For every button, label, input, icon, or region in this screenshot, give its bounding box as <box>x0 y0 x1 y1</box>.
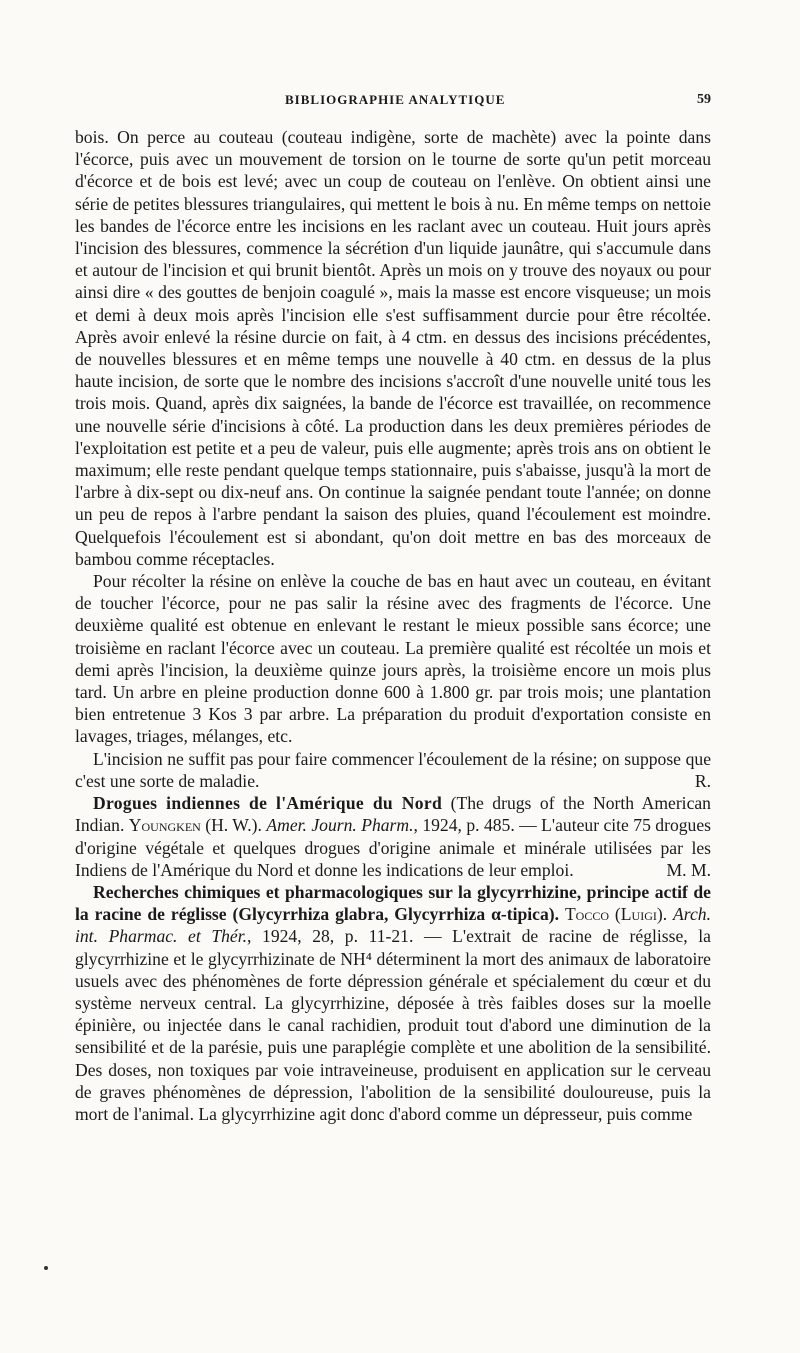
page-header <box>75 92 711 116</box>
page-number: 59 <box>697 92 711 107</box>
article3-title: Recherches chimiques et pharmacologiques sur la glycyrrhizine, principe actif de la racine de réglisse (Glycyrrhiza glabra, Glycyrrhiza α-tipica). <box>75 881 711 925</box>
article3-journal: Arch. int. Pharmac. et Thér. <box>75 904 711 947</box>
article1-paragraph-1: bois. On perce au couteau (couteau indigène, sorte de machète) avec la pointe dans l'écorce, puis avec un mouvement de torsion on le tourne de sorte qu'un petit morceau d'écorce et de bois est levé; avec un coup de couteau on l'enlève. On obtient ainsi une série de petites blessures triangulaires, qui mettent le bois à nu. En même temps on nettoie les bandes de l'écorce entre les incisions en les raclant avec un couteau. Huit jours après l'incision des blessures, commence la sécrétion d'un liquide jaunâtre, qui s'accumule dans et autour de l'incision et qui brunit bientôt. Après un mois on y trouve des noyaux ou pour ainsi dire « des gouttes de benjoin coagulé », mais la masse est encore visqueuse; un mois et demi à deux mois après l'incision elle s'est suffisamment durcie pour être récoltée. Après avoir enlevé la résine durcie on fait, à 4 ctm. en dessus des incisions précédentes, de nouvelles blessures et en même temps une nouvelle à 40 ctm. en dessus de la plus haute incision, de sorte que le nombre des incisions s'accroît d'une nouvelle unité tous les trois mois. Quand, après dix saignées, la bande de l'écorce est travaillée, on recommence une nouvelle série d'incisions à côté. La production dans les deux premières périodes de l'exploitation est petite et a peu de valeur, puis elle augmente; après trois ans on obtient le maximum; elle reste pendant quelque temps stationnaire, puis s'abaisse, jusqu'à la mort de l'arbre à dix-sept ou dix-neuf ans. On continue la saignée pendant toute l'année; on donne un peu de repos à l'arbre pendant la saison des pluies, quand l'écoulement est moindre. Quelquefois l'écoulement est si abondant, qu'on doit mettre en bas des morceaux de bambou comme réceptacles. <box>75 127 711 569</box>
article2-subtitle: (The drugs of the North American Indian. <box>75 793 711 836</box>
article2-journal: Amer. Journ. Pharm. <box>266 815 414 836</box>
article1-paragraph-2: Pour récolter la résine on enlève la couche de bas en haut avec un couteau, en évitant de toucher l'écorce, pour ne pas salir la résine avec des fragments de l'écorce. Une deuxième qualité est obtenue en enlevant le restant le mieux possible sans écorce; une troisième en raclant l'écorce avec un couteau. La première qualité est récoltée un mois et demi après l'incision, la deuxième quinze jours après, la troisième encore un mois plus tard. Un arbre en pleine production donne 600 à 1.800 gr. par trois mois; une plantation bien entretenue 3 Kos 3 par arbre. La préparation du produit d'exportation consiste en lavages, triages, mélanges, etc. <box>75 571 711 747</box>
article1-signature: R. <box>694 770 711 791</box>
article3-reference: , 1924, 28, p. 11-21. <box>247 926 414 947</box>
article2-entry <box>75 792 711 881</box>
article2-signature: M. M. <box>666 859 711 880</box>
page-body <box>75 126 711 1125</box>
article3-author: Tocco (Luigi). <box>564 904 668 925</box>
article3-text: — L'extrait de racine de réglisse, la glycyrrhizine et le glycyrrhizinate de NH⁴ déterminent la mort des animaux de laboratoire usuels avec des phénomènes de forte dépression générale et spécialement du cœur et du système nerveux central. La glycyrrhizine, déposée à très faibles doses sur la moelle épinière, ou injectée dans le canal rachidien, produit tout d'abord une diminution de la sensibilité et de la parésie, puis une paraplégie complète et une abolition de la sensibilité. Des doses, non toxiques par voie intraveineuse, produisent en application sur le cerveau de graves phénomènes de dépression, l'abolition de la sensibilité douloureuse, puis la mort de l'animal. La glycyrrhizine agit donc d'abord comme un dépresseur, puis comme <box>75 926 711 1124</box>
scan-speck <box>44 1266 48 1270</box>
article3-entry <box>75 881 711 1125</box>
article1-paragraph-3-text: L'incision ne suffit pas pour faire commencer l'écoulement de la résine; on suppose que c'est une sorte de maladie. <box>75 748 711 791</box>
article2-reference: , 1924, p. 485. <box>413 815 515 836</box>
article2-author: Youngken (H. W.). <box>128 815 262 836</box>
running-title: BIBLIOGRAPHIE ANALYTIQUE <box>285 92 506 107</box>
article2-text: — L'auteur cite 75 drogues d'origine végétale et quelques drogues d'origine animale et minérale utilisées par les Indiens de l'Amérique du Nord et donne les indications de leur emploi. <box>75 815 712 880</box>
article1-paragraph-3 <box>75 748 711 792</box>
article2-title: Drogues indiennes de l'Amérique du Nord <box>93 793 443 814</box>
